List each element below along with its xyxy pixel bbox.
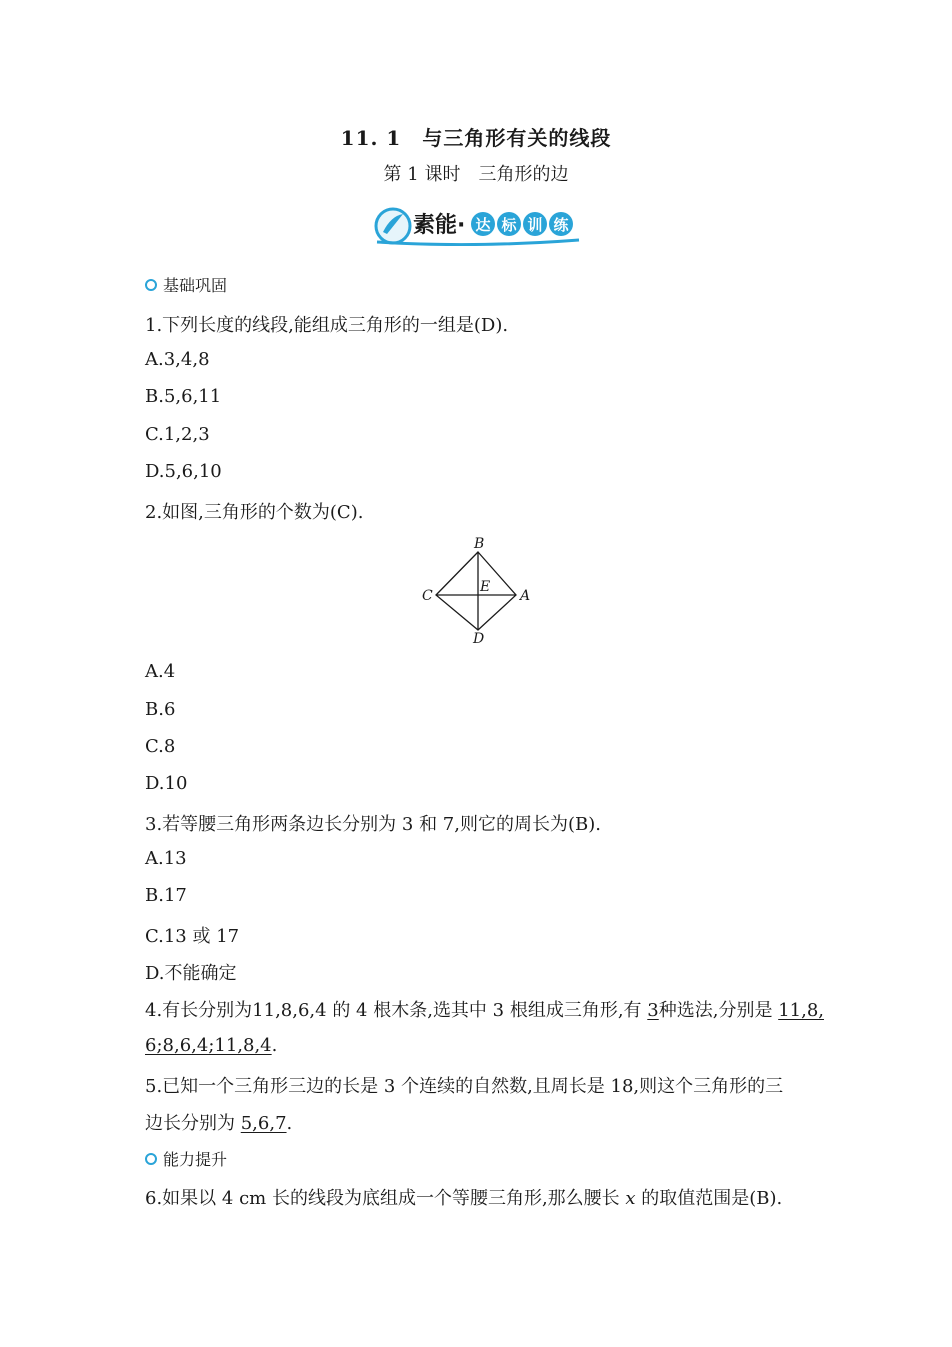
q4-text-1: 4.有长分别为11,8,6,4 的 4 根木条,选其中 3 根组成三角形,有 <box>145 1000 648 1021</box>
q2-stem: 2.如图,三角形的个数为(C). <box>145 502 364 523</box>
q5-answer: 5,6,7 <box>240 1113 287 1134</box>
q3-option-a: A.13 <box>145 848 187 869</box>
q2-option-d: D.10 <box>145 773 188 794</box>
q1-option-c: C.1,2,3 <box>145 424 210 445</box>
section-advanced-label: 能力提升 <box>163 1150 228 1169</box>
q2-option-c: C.8 <box>145 736 176 757</box>
q6-text-1: 6.如果以 4 cm 长的线段为底组成一个等腰三角形,那么腰长 <box>145 1188 626 1209</box>
q5-prefix: 边长分别为 <box>145 1113 241 1134</box>
banner-logo <box>373 202 583 246</box>
q4-line-2 <box>145 1035 277 1056</box>
label-d: D <box>473 631 485 644</box>
q6-stem <box>145 1184 782 1210</box>
section-basic-label: 基础巩固 <box>163 276 228 295</box>
q6-text-2: 的取值范围是(B). <box>635 1188 783 1209</box>
badge-3: 训 <box>527 216 543 234</box>
q1-option-b: B.5,6,11 <box>145 386 222 407</box>
q4-answer-sets-1: 11,8, <box>778 1000 824 1021</box>
q4-answer-sets-2: 6;8,6,4;11,8,4 <box>145 1035 272 1056</box>
label-c: C <box>422 588 433 604</box>
circle-bullet-icon <box>145 279 157 291</box>
q5-line-2 <box>145 1109 292 1135</box>
label-b: B <box>474 536 485 552</box>
page-title: 11. 1 与三角形有关的线段 <box>340 126 612 150</box>
label-a: A <box>520 588 531 604</box>
quadrilateral-figure <box>410 532 550 644</box>
q3-option-d: D.不能确定 <box>145 963 237 984</box>
q4-answer-count: 3 <box>647 1000 659 1021</box>
q3-option-b: B.17 <box>145 885 187 906</box>
q5-line-1: 5.已知一个三角形三边的长是 3 个连续的自然数,且周长是 18,则这个三角形的三 <box>145 1076 784 1097</box>
q2-option-a: A.4 <box>145 661 176 682</box>
q5-end: . <box>286 1113 293 1134</box>
section-advanced <box>145 1147 227 1170</box>
q4-end: . <box>271 1035 278 1056</box>
banner-badges <box>471 212 573 236</box>
q4-line-1 <box>145 996 824 1022</box>
badge-2: 标 <box>501 216 517 234</box>
label-e: E <box>480 579 491 595</box>
page-subtitle: 第 1 课时 三角形的边 <box>383 164 569 185</box>
q6-variable: x <box>625 1188 636 1209</box>
q1-option-d: D.5,6,10 <box>145 461 222 482</box>
circle-bullet-icon <box>145 1153 157 1165</box>
q3-stem: 3.若等腰三角形两条边长分别为 3 和 7,则它的周长为(B). <box>145 814 601 835</box>
q2-option-b: B.6 <box>145 699 176 720</box>
q1-option-a: A.3,4,8 <box>145 349 210 370</box>
q4-text-2: 种选法,分别是 <box>658 1000 779 1021</box>
section-basic <box>145 273 227 296</box>
banner-text: 素能· <box>413 213 466 238</box>
badge-1: 达 <box>475 216 491 234</box>
q1-stem: 1.下列长度的线段,能组成三角形的一组是(D). <box>145 315 509 336</box>
q3-option-c: C.13 或 17 <box>145 926 240 947</box>
badge-4: 练 <box>553 216 569 234</box>
